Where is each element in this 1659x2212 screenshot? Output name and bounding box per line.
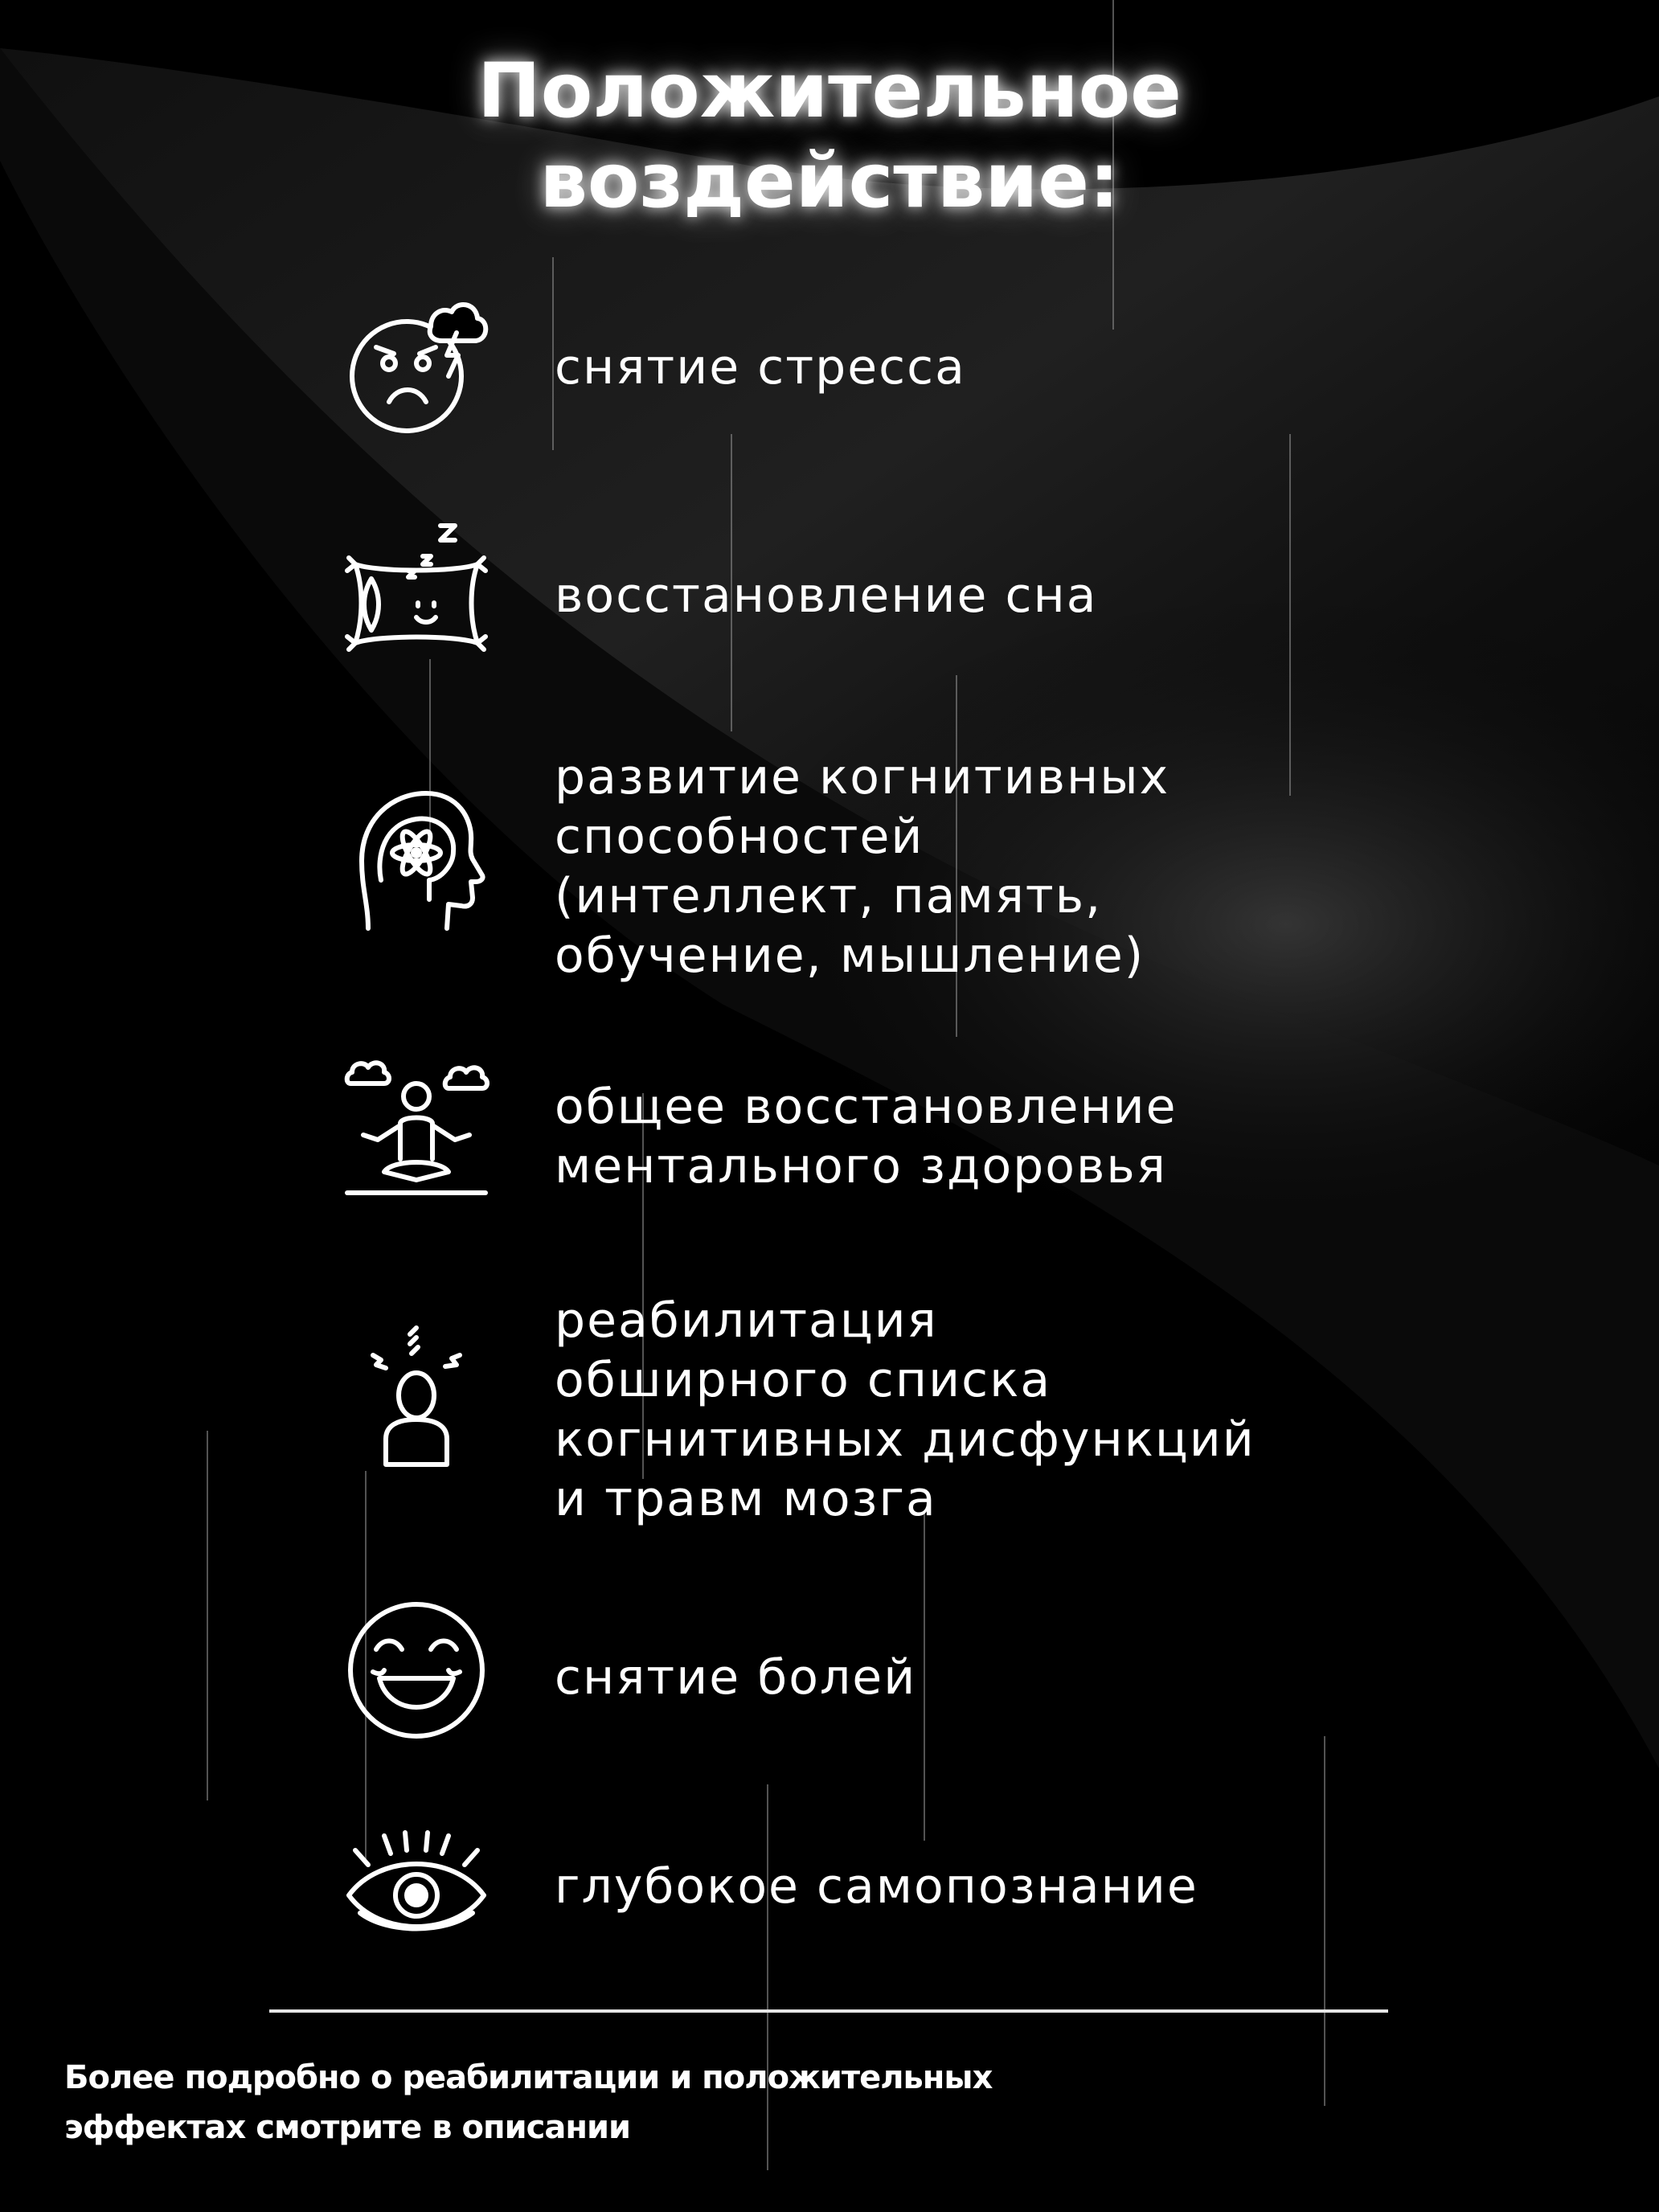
smiling-face-icon <box>344 1598 489 1743</box>
page-title <box>0 47 1659 227</box>
benefit-text-mental-health: общее восстановление ментального здоровья <box>555 1079 1178 1194</box>
stressed-person-icon <box>368 1326 465 1471</box>
benefit-text-rehabilitation: реабилитация обширного списка когнитивных дисфункций и травм мозга <box>555 1292 1256 1527</box>
head-atom-brain-icon <box>352 784 489 936</box>
footer-note <box>64 2053 1190 2153</box>
meditating-person-icon <box>344 1051 489 1204</box>
benefit-text-self-knowledge: глубокое самопознание <box>555 1858 1198 1915</box>
benefit-text-pain-relief: снятие болей <box>555 1649 917 1706</box>
benefit-text-sleep: восстановление сна <box>555 567 1098 624</box>
benefit-text-stress: снятие стресса <box>555 339 966 395</box>
sleeping-pillow-icon <box>344 514 489 659</box>
stressed-face-storm-icon <box>344 289 489 434</box>
footer-line-2: эффектах смотрите в описании <box>64 2109 631 2146</box>
footer-line-1: Более подробно о реабилитации и положительных <box>64 2059 993 2096</box>
eye-rays-icon <box>344 1833 489 1937</box>
divider-line <box>269 2009 1388 2013</box>
title-line-2: воздействие: <box>539 137 1120 225</box>
benefit-text-cognitive: развитие когнитивных способностей (интеллект, память, обучение, мышление) <box>555 749 1170 984</box>
title-line-1: Положительное <box>477 47 1182 135</box>
